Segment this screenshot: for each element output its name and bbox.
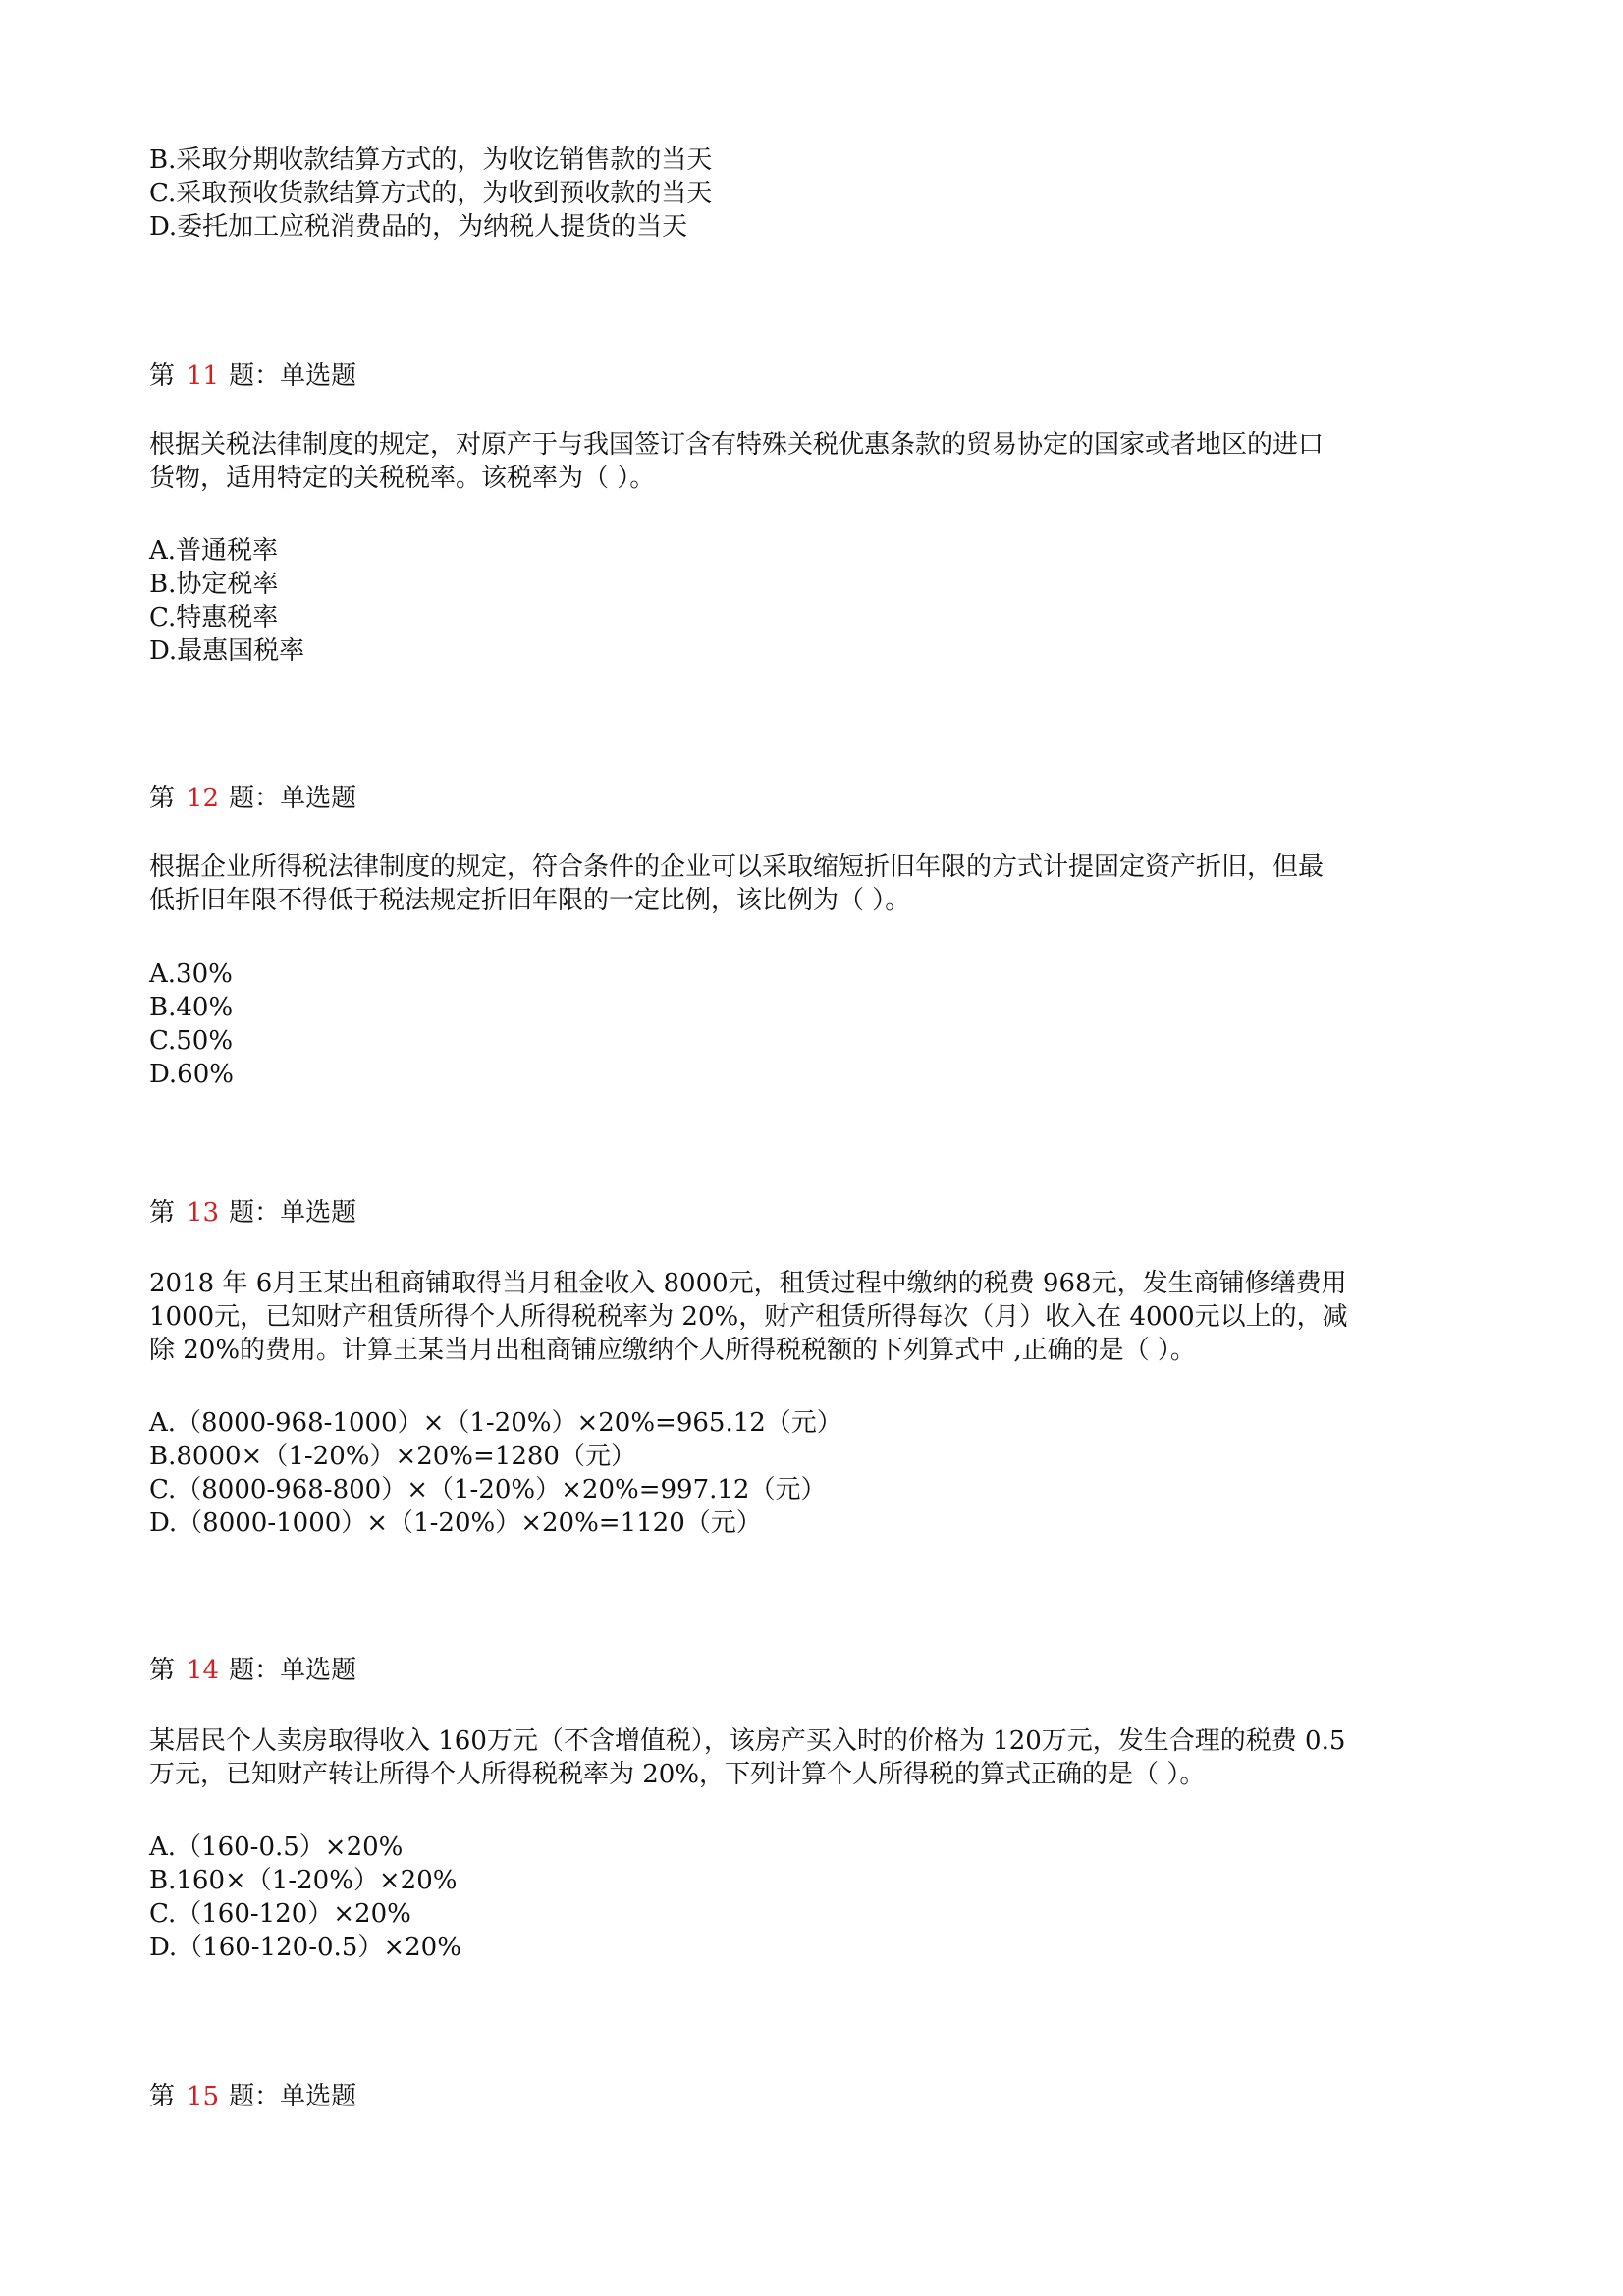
stem-line: 万元，已知财产转让所得个人所得税税率为 20%，下列计算个人所得税的算式正确的是（ ）。	[149, 1760, 1206, 1789]
question-prefix: 第	[149, 784, 176, 813]
question-heading	[149, 1654, 1504, 1687]
question-number: 14	[187, 1656, 220, 1685]
question-prefix: 第	[149, 1198, 176, 1228]
option-a: A.（160-0.5）×20%	[149, 1832, 404, 1862]
option-d: D.60%	[149, 1060, 234, 1089]
option-d: D.（160-120-0.5）×20%	[149, 1933, 461, 1962]
stem-line: 根据关税法律制度的规定，对原产于与我国签订含有特殊关税优惠条款的贸易协定的国家或者地区的进口	[149, 430, 1325, 460]
question-type: 题：单选题	[229, 2082, 357, 2111]
question-13	[149, 1196, 1504, 1230]
question-number: 13	[187, 1198, 220, 1228]
question-heading	[149, 1196, 1504, 1230]
stem-line: 货物，适用特定的关税税率。该税率为（ ）。	[149, 464, 656, 493]
question-13-stem	[149, 1267, 1504, 1367]
stem-line: 根据企业所得税法律制度的规定，符合条件的企业可以采取缩短折旧年限的方式计提固定资产折旧，但最	[149, 852, 1325, 882]
option-c: C.（160-120）×20%	[149, 1899, 411, 1929]
option-b: B.40%	[149, 993, 234, 1022]
option-c: C.50%	[149, 1026, 234, 1056]
option-c: C.采取预收货款结算方式的，为收到预收款的当天	[149, 179, 713, 208]
question-14	[149, 1654, 1504, 1687]
stem-line: 某居民个人卖房取得收入 160万元（不含增值税），该房产买入时的价格为 120万元，发生合理的税费 0.5	[149, 1726, 1346, 1756]
question-prefix: 第	[149, 1656, 176, 1685]
option-a: A.30%	[149, 959, 233, 989]
question-12	[149, 782, 1504, 815]
option-b: B.采取分期收款结算方式的，为收讫销售款的当天	[149, 145, 713, 175]
question-heading	[149, 2080, 1504, 2113]
option-c: C.（8000-968-800）×（1-20%）×20%=997.12（元）	[149, 1475, 827, 1504]
question-12-stem	[149, 850, 1504, 917]
question-heading	[149, 782, 1504, 815]
question-11-stem	[149, 428, 1504, 495]
question-15	[149, 2080, 1504, 2113]
question-14-stem	[149, 1724, 1504, 1791]
question-type: 题：单选题	[229, 361, 357, 391]
previous-question-options	[149, 143, 1504, 244]
question-11-options	[149, 534, 1504, 668]
question-11	[149, 359, 1504, 393]
question-12-options	[149, 957, 1504, 1091]
question-prefix: 第	[149, 2082, 176, 2111]
question-heading	[149, 359, 1504, 393]
question-type: 题：单选题	[229, 1198, 357, 1228]
stem-line: 低折旧年限不得低于税法规定折旧年限的一定比例，该比例为（ ）。	[149, 886, 911, 915]
option-d: D.最惠国税率	[149, 636, 305, 666]
option-a: A.普通税率	[149, 536, 279, 566]
option-c: C.特惠税率	[149, 603, 279, 632]
question-number: 15	[187, 2082, 220, 2111]
question-type: 题：单选题	[229, 784, 357, 813]
question-14-options	[149, 1831, 1504, 1964]
question-number: 11	[187, 361, 220, 391]
option-d: D.委托加工应税消费品的，为纳税人提货的当天	[149, 212, 688, 242]
question-number: 12	[187, 784, 220, 813]
option-b: B.8000×（1-20%）×20%=1280（元）	[149, 1442, 636, 1471]
question-type: 题：单选题	[229, 1656, 357, 1685]
option-b: B.协定税率	[149, 570, 279, 599]
stem-line: 除 20%的费用。计算王某当月出租商铺应缴纳个人所得税税额的下列算式中 ,正确的是（ ）。	[149, 1336, 1196, 1365]
option-d: D.（8000-1000）×（1-20%）×20%=1120（元）	[149, 1508, 762, 1538]
stem-line: 1000元，已知财产租赁所得个人所得税税率为 20%，财产租赁所得每次（月）收入在 4000元以上的，减	[149, 1302, 1348, 1332]
question-13-options	[149, 1406, 1504, 1540]
stem-line: 2018 年 6月王某出租商铺取得当月租金收入 8000元，租赁过程中缴纳的税费 968元，发生商铺修缮费用	[149, 1269, 1347, 1298]
question-prefix: 第	[149, 361, 176, 391]
option-a: A.（8000-968-1000）×（1-20%）×20%=965.12（元）	[149, 1408, 842, 1438]
option-b: B.160×（1-20%）×20%	[149, 1866, 458, 1895]
